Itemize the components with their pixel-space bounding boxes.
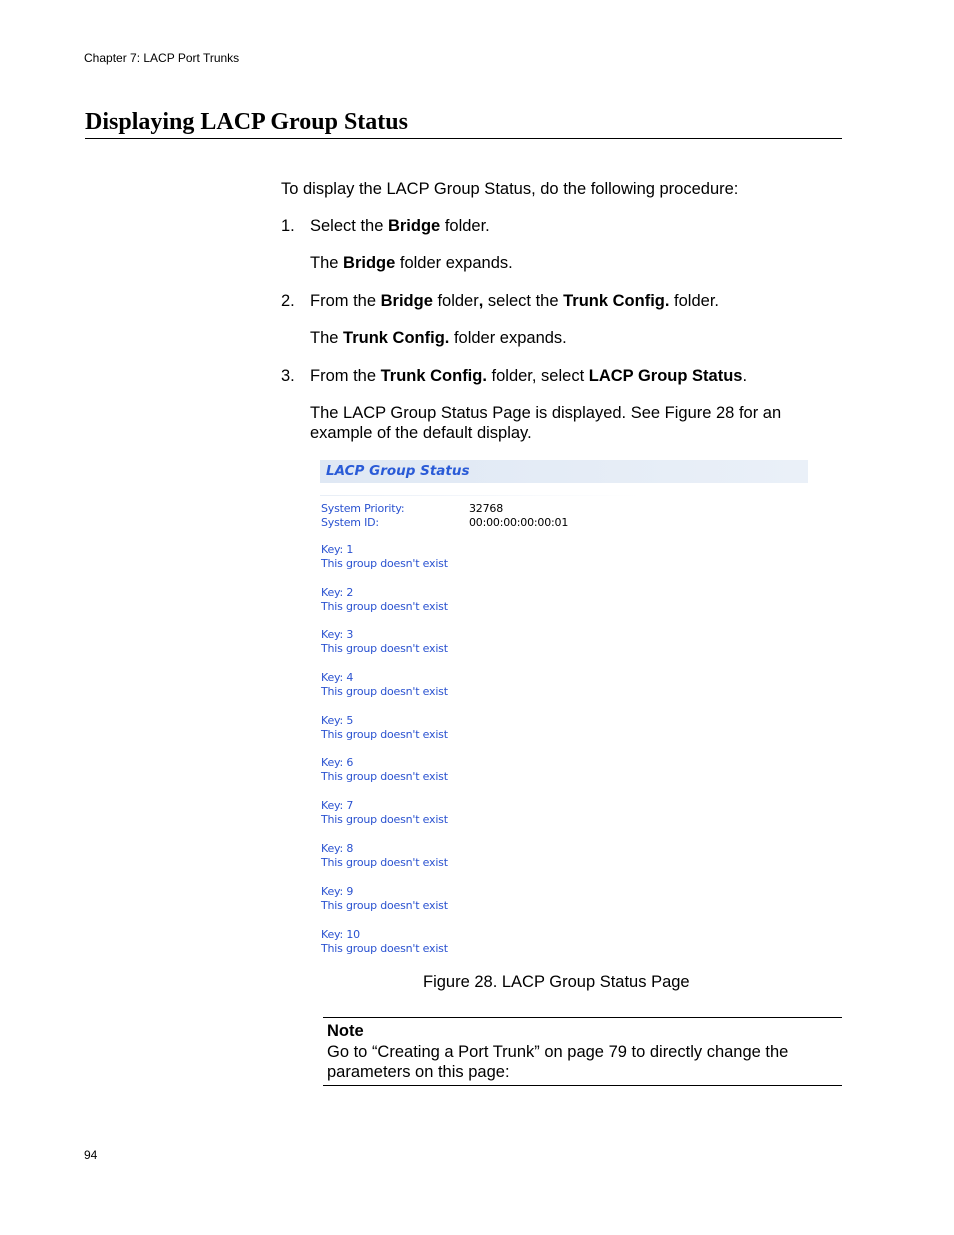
key-label: Key: 2: [321, 586, 354, 599]
intro-paragraph: To display the LACP Group Status, do the following procedure:: [281, 180, 739, 198]
key-status: This group doesn't exist: [321, 899, 448, 912]
screenshot-title-bar: [320, 460, 808, 483]
note-text: Go to “Creating a Port Trunk” on page 79 to directly change the parameters on this page:: [327, 1043, 789, 1081]
key-label: Key: 3: [321, 628, 354, 641]
key-label: Key: 7: [321, 799, 354, 812]
key-status: This group doesn't exist: [321, 642, 448, 655]
step-number: 1.: [281, 217, 295, 235]
key-label: Key: 4: [321, 671, 354, 684]
key-status: This group doesn't exist: [321, 770, 448, 783]
key-label: Key: 10: [321, 928, 360, 941]
key-label: Key: 9: [321, 885, 354, 898]
page-number: 94: [84, 1148, 98, 1162]
key-status: This group doesn't exist: [321, 813, 448, 826]
section-title: Displaying LACP Group Status: [85, 106, 842, 139]
key-status: This group doesn't exist: [321, 685, 448, 698]
key-status: This group doesn't exist: [321, 557, 448, 570]
key-status: This group doesn't exist: [321, 942, 448, 955]
step-2-text: From the Bridge folder, select the Trunk Config. folder.: [310, 292, 719, 310]
key-label: Key: 5: [321, 714, 354, 727]
system-priority-value: 32768: [469, 502, 503, 515]
key-label: Key: 6: [321, 756, 354, 769]
key-status: This group doesn't exist: [321, 728, 448, 741]
divider: [320, 495, 640, 496]
key-label: Key: 8: [321, 842, 354, 855]
key-label: Key: 1: [321, 543, 354, 556]
note-title: Note: [327, 1022, 364, 1040]
system-id-label: System ID:: [321, 516, 379, 529]
system-id-value: 00:00:00:00:00:01: [469, 516, 569, 529]
running-header: Chapter 7: LACP Port Trunks: [84, 51, 240, 65]
screenshot-title: LACP Group Status: [326, 463, 470, 479]
step-number: 2.: [281, 292, 295, 310]
step-2-result: The Trunk Config. folder expands.: [310, 329, 567, 347]
step-number: 3.: [281, 367, 295, 385]
key-status: This group doesn't exist: [321, 856, 448, 869]
step-3-text: From the Trunk Config. folder, select LACP Group Status.: [310, 367, 748, 385]
note-box: [323, 1017, 842, 1086]
step-1-result: The Bridge folder expands.: [310, 254, 513, 272]
lacp-status-screenshot: [318, 460, 808, 960]
figure-caption: Figure 28. LACP Group Status Page: [423, 973, 690, 991]
step-1-text: Select the Bridge folder.: [310, 217, 490, 235]
step-3-result: The LACP Group Status Page is displayed. See Figure 28 for an example of the default display.: [310, 404, 782, 442]
system-priority-label: System Priority:: [321, 502, 405, 515]
key-status: This group doesn't exist: [321, 600, 448, 613]
